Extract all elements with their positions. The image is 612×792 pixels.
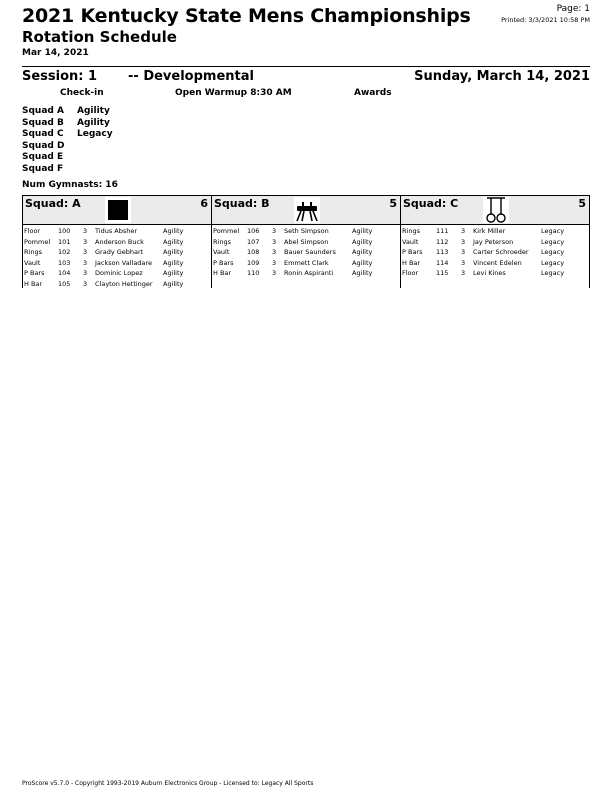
table-row [23,237,211,248]
table-cell: 103 [58,258,71,267]
squad-panel-b [211,195,401,288]
table-cell: Seth Simpson [284,227,329,235]
squad-panel-header [23,196,211,225]
rings-icon [483,197,509,223]
table-cell: 106 [247,227,260,235]
squad-list-item: Squad C Legacy [22,129,113,139]
table-row [401,226,589,237]
table-cell: 115 [436,269,449,277]
footer-copyright: ProScore v5.7.0 - Copyright 1993-2019 Auburn Electronics Group - Licensed to: Legacy All Sports [22,780,314,787]
squad-panel-rows [23,226,211,289]
floor-mat-icon [105,197,131,223]
table-cell: Agility [163,279,184,288]
table-row [23,258,211,269]
meet-date: Mar 14, 2021 [22,48,89,58]
table-cell: 3 [83,227,88,235]
table-cell: Jay Peterson [473,237,514,246]
table-cell: Pommel [24,237,51,246]
table-cell: Floor [24,227,41,235]
table-cell: 3 [83,269,88,277]
table-cell: Legacy [541,258,565,267]
table-cell: Carter Schroeder [473,248,529,256]
table-cell: 3 [461,258,466,267]
table-cell: Vault [213,248,230,256]
session-name: -- Developmental [128,69,254,84]
table-cell: 3 [83,248,88,256]
table-row [401,237,589,248]
squad-panel-a [22,195,212,288]
table-cell: 3 [461,269,466,277]
table-cell: 107 [247,237,260,246]
table-cell: Rings [213,237,231,246]
table-cell: 3 [83,279,88,288]
table-cell: 108 [247,248,260,256]
table-cell: Levi Kines [473,269,506,277]
squad-list-item: Squad B Agility [22,117,110,128]
table-cell: Ronin Aspiranti [284,269,334,277]
table-cell: 102 [58,248,71,256]
table-cell: Agility [352,237,373,246]
table-cell: Clayton Hettinger [95,279,153,288]
header-divider [22,66,590,67]
table-cell: P Bars [213,258,234,267]
awards-header: Awards [354,88,392,98]
table-cell: 101 [58,237,71,246]
session-number: 1 [88,69,98,84]
table-cell: Legacy [541,227,565,235]
page-subtitle: Rotation Schedule [22,28,177,46]
table-cell: Legacy [541,248,565,256]
table-cell: 104 [58,269,71,277]
table-cell: Agility [352,227,373,235]
table-row [212,258,400,269]
session-date: Sunday, March 14, 2021 [414,69,590,84]
table-row [23,247,211,258]
squad-list-item: Squad F [22,163,64,174]
squad-panel-count: 6 [200,197,208,210]
squad-list-item: Squad A Agility [22,106,110,116]
table-cell: Emmett Clark [284,258,329,267]
warmup-header: Open Warmup 8:30 AM [175,88,292,98]
table-cell: Legacy [541,237,565,246]
table-cell: P Bars [24,269,45,277]
squad-panel-rows [212,226,400,279]
table-row [212,247,400,258]
table-cell: 3 [83,237,88,246]
table-cell: 3 [461,227,466,235]
checkin-header: Check-in [60,88,104,98]
table-cell: Vault [24,258,41,267]
table-cell: 3 [272,237,277,246]
table-cell: 3 [461,237,466,246]
squad-panel-c [400,195,590,288]
pommel-horse-icon [294,197,320,223]
table-row [401,258,589,269]
table-cell: Floor [402,269,419,277]
squad-panel-header [212,196,400,225]
table-cell: 111 [436,227,449,235]
table-cell: Vincent Edelen [473,258,522,267]
table-row [23,268,211,279]
squad-panel-count: 5 [389,197,397,210]
table-cell: 3 [272,269,277,277]
table-cell: 3 [272,227,277,235]
table-cell: Agility [352,248,373,256]
table-cell: 110 [247,269,260,277]
table-row [212,268,400,279]
table-cell: Abel Simpson [284,237,329,246]
table-cell: Agility [163,237,184,246]
table-row [212,226,400,237]
table-cell: Dominic Lopez [95,269,143,277]
printed-timestamp: Printed: 3/3/2021 10:58 PM [501,16,590,24]
table-cell: 3 [83,258,88,267]
table-cell: Pommel [213,227,240,235]
table-cell: Rings [402,227,420,235]
table-cell: 109 [247,258,260,267]
squad-panel-title: Squad: C [403,197,459,210]
table-cell: Agility [352,258,373,267]
table-cell: Agility [163,227,184,235]
table-cell: 113 [436,248,449,256]
table-cell: Agility [352,269,373,277]
table-cell: Agility [163,248,184,256]
table-cell: 3 [461,248,466,256]
squad-list-item: Squad D [22,140,65,151]
table-cell: Grady Gebhart [95,248,144,256]
table-cell: P Bars [402,248,423,256]
table-cell: Tidus Absher [95,227,138,235]
squad-panel-header [401,196,589,225]
page-number: Page: 1 [556,4,590,14]
table-row [23,226,211,237]
table-cell: 100 [58,227,71,235]
table-cell: H Bar [213,269,232,277]
table-cell: 3 [272,248,277,256]
table-cell: Agility [163,258,184,267]
table-cell: Agility [163,269,184,277]
squad-panel-count: 5 [578,197,586,210]
table-cell: Jackson Valladare [95,258,152,267]
table-cell: 114 [436,258,449,267]
table-cell: 105 [58,279,71,288]
squad-panel-rows [401,226,589,279]
num-gymnasts: Num Gymnasts: 16 [22,180,118,190]
squad-panel-title: Squad: A [25,197,81,210]
table-cell: 3 [272,258,277,267]
table-cell: Vault [402,237,419,246]
table-cell: Kirk Miller [473,227,506,235]
table-cell: H Bar [24,279,43,288]
table-cell: 112 [436,237,449,246]
session-label: Session: [22,69,84,84]
table-cell: Rings [24,248,42,256]
table-cell: Bauer Saunders [284,248,336,256]
table-cell: Anderson Buck [95,237,144,246]
table-cell: Legacy [541,269,565,277]
table-row [401,247,589,258]
table-row [23,279,211,290]
table-cell: H Bar [402,258,421,267]
table-row [212,237,400,248]
table-row [401,268,589,279]
squad-panel-title: Squad: B [214,197,270,210]
squad-list-item: Squad E [22,152,64,162]
page-title: 2021 Kentucky State Mens Championships [22,5,471,27]
